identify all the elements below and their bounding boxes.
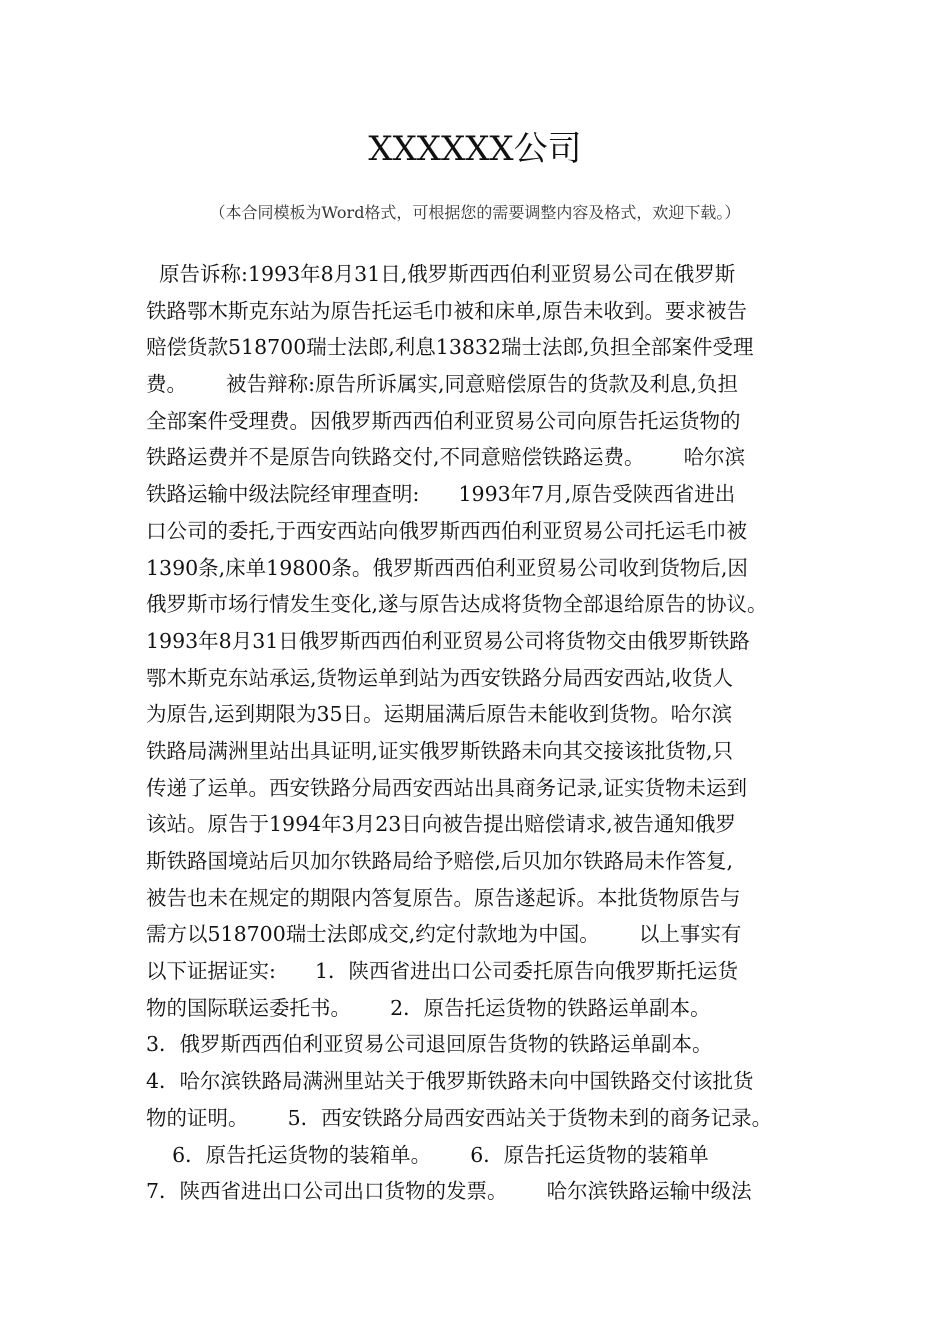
body-line: 斯铁路国境站后贝加尔铁路局给予赔偿,后贝加尔铁路局未作答复,	[146, 849, 734, 873]
document-title: XXXXXX公司	[368, 129, 582, 169]
body-line: 铁路运输中级法院经审理查明: 1993年7月,原告受陕西省进出	[146, 482, 736, 507]
document-subtitle: （本合同模板为Word格式，可根据您的需要调整内容及格式，欢迎下载。）	[209, 203, 741, 222]
body-line: 俄罗斯市场行情发生变化,遂与原告达成将货物全部退给原告的协议。	[146, 592, 768, 617]
body-line: 铁路运费并不是原告向铁路交付,不同意赔偿铁路运费。 哈尔滨	[146, 445, 746, 470]
body-line: 需方以518700瑞士法郎成交,约定付款地为中国。 以上事实有	[146, 922, 742, 947]
body-line: 物的证明。 5．西安铁路分局西安西站关于货物未到的商务记录。	[146, 1105, 773, 1130]
body-line: 铁路局满洲里站出具证明,证实俄罗斯铁路未向其交接该批货物,只	[146, 738, 734, 763]
body-line: 赔偿货款518700瑞士法郎,利息13832瑞士法郎,负担全部案件受理	[146, 335, 754, 360]
body-line: 6．原告托运货物的装箱单。 6．原告托运货物的装箱单	[146, 1142, 709, 1167]
body-line: 以下证据证实: 1．陕西省进出口公司委托原告向俄罗斯托运货	[146, 959, 739, 984]
body-line: 原告诉称:1993年8月31日,俄罗斯西西伯利亚贸易公司在俄罗斯	[146, 262, 736, 286]
body-line: 全部案件受理费。因俄罗斯西西伯利亚贸易公司向原告托运货物的	[146, 408, 741, 433]
body-line: 费。 被告辩称:原告所诉属实,同意赔偿原告的货款及利息,负担	[146, 372, 739, 397]
body-line: 3．俄罗斯西西伯利亚贸易公司退回原告货物的铁路运单副本。	[146, 1032, 713, 1057]
body-line: 传递了运单。西安铁路分局西安西站出具商务记录,证实货物未运到	[146, 775, 748, 800]
body-line: 口公司的委托,于西安西站向俄罗斯西西伯利亚贸易公司托运毛巾被	[146, 518, 748, 543]
document-body	[146, 256, 826, 1210]
body-line: 1993年8月31日俄罗斯西西伯利亚贸易公司将货物交由俄罗斯铁路	[146, 628, 750, 653]
body-line: 物的国际联运委托书。 2．原告托运货物的铁路运单副本。	[146, 995, 711, 1020]
body-line: 被告也未在规定的期限内答复原告。原告遂起诉。本批货物原告与	[146, 885, 741, 910]
body-line: 鄂木斯克东站承运,货物运单到站为西安铁路分局西安西站,收货人	[146, 665, 734, 690]
body-line: 1390条,床单19800条。俄罗斯西西伯利亚贸易公司收到货物后,因	[146, 555, 748, 580]
body-line: 铁路鄂木斯克东站为原告托运毛巾被和床单,原告未收到。要求被告	[146, 298, 748, 323]
body-line: 4．哈尔滨铁路局满洲里站关于俄罗斯铁路未向中国铁路交付该批货	[146, 1069, 754, 1094]
body-line: 为原告,运到期限为35日。运期届满后原告未能收到货物。哈尔滨	[146, 702, 733, 727]
body-line: 该站。原告于1994年3月23日向被告提出赔偿请求,被告通知俄罗	[146, 812, 736, 837]
body-line: 7．陕西省进出口公司出口货物的发票。 哈尔滨铁路运输中级法	[146, 1179, 752, 1204]
